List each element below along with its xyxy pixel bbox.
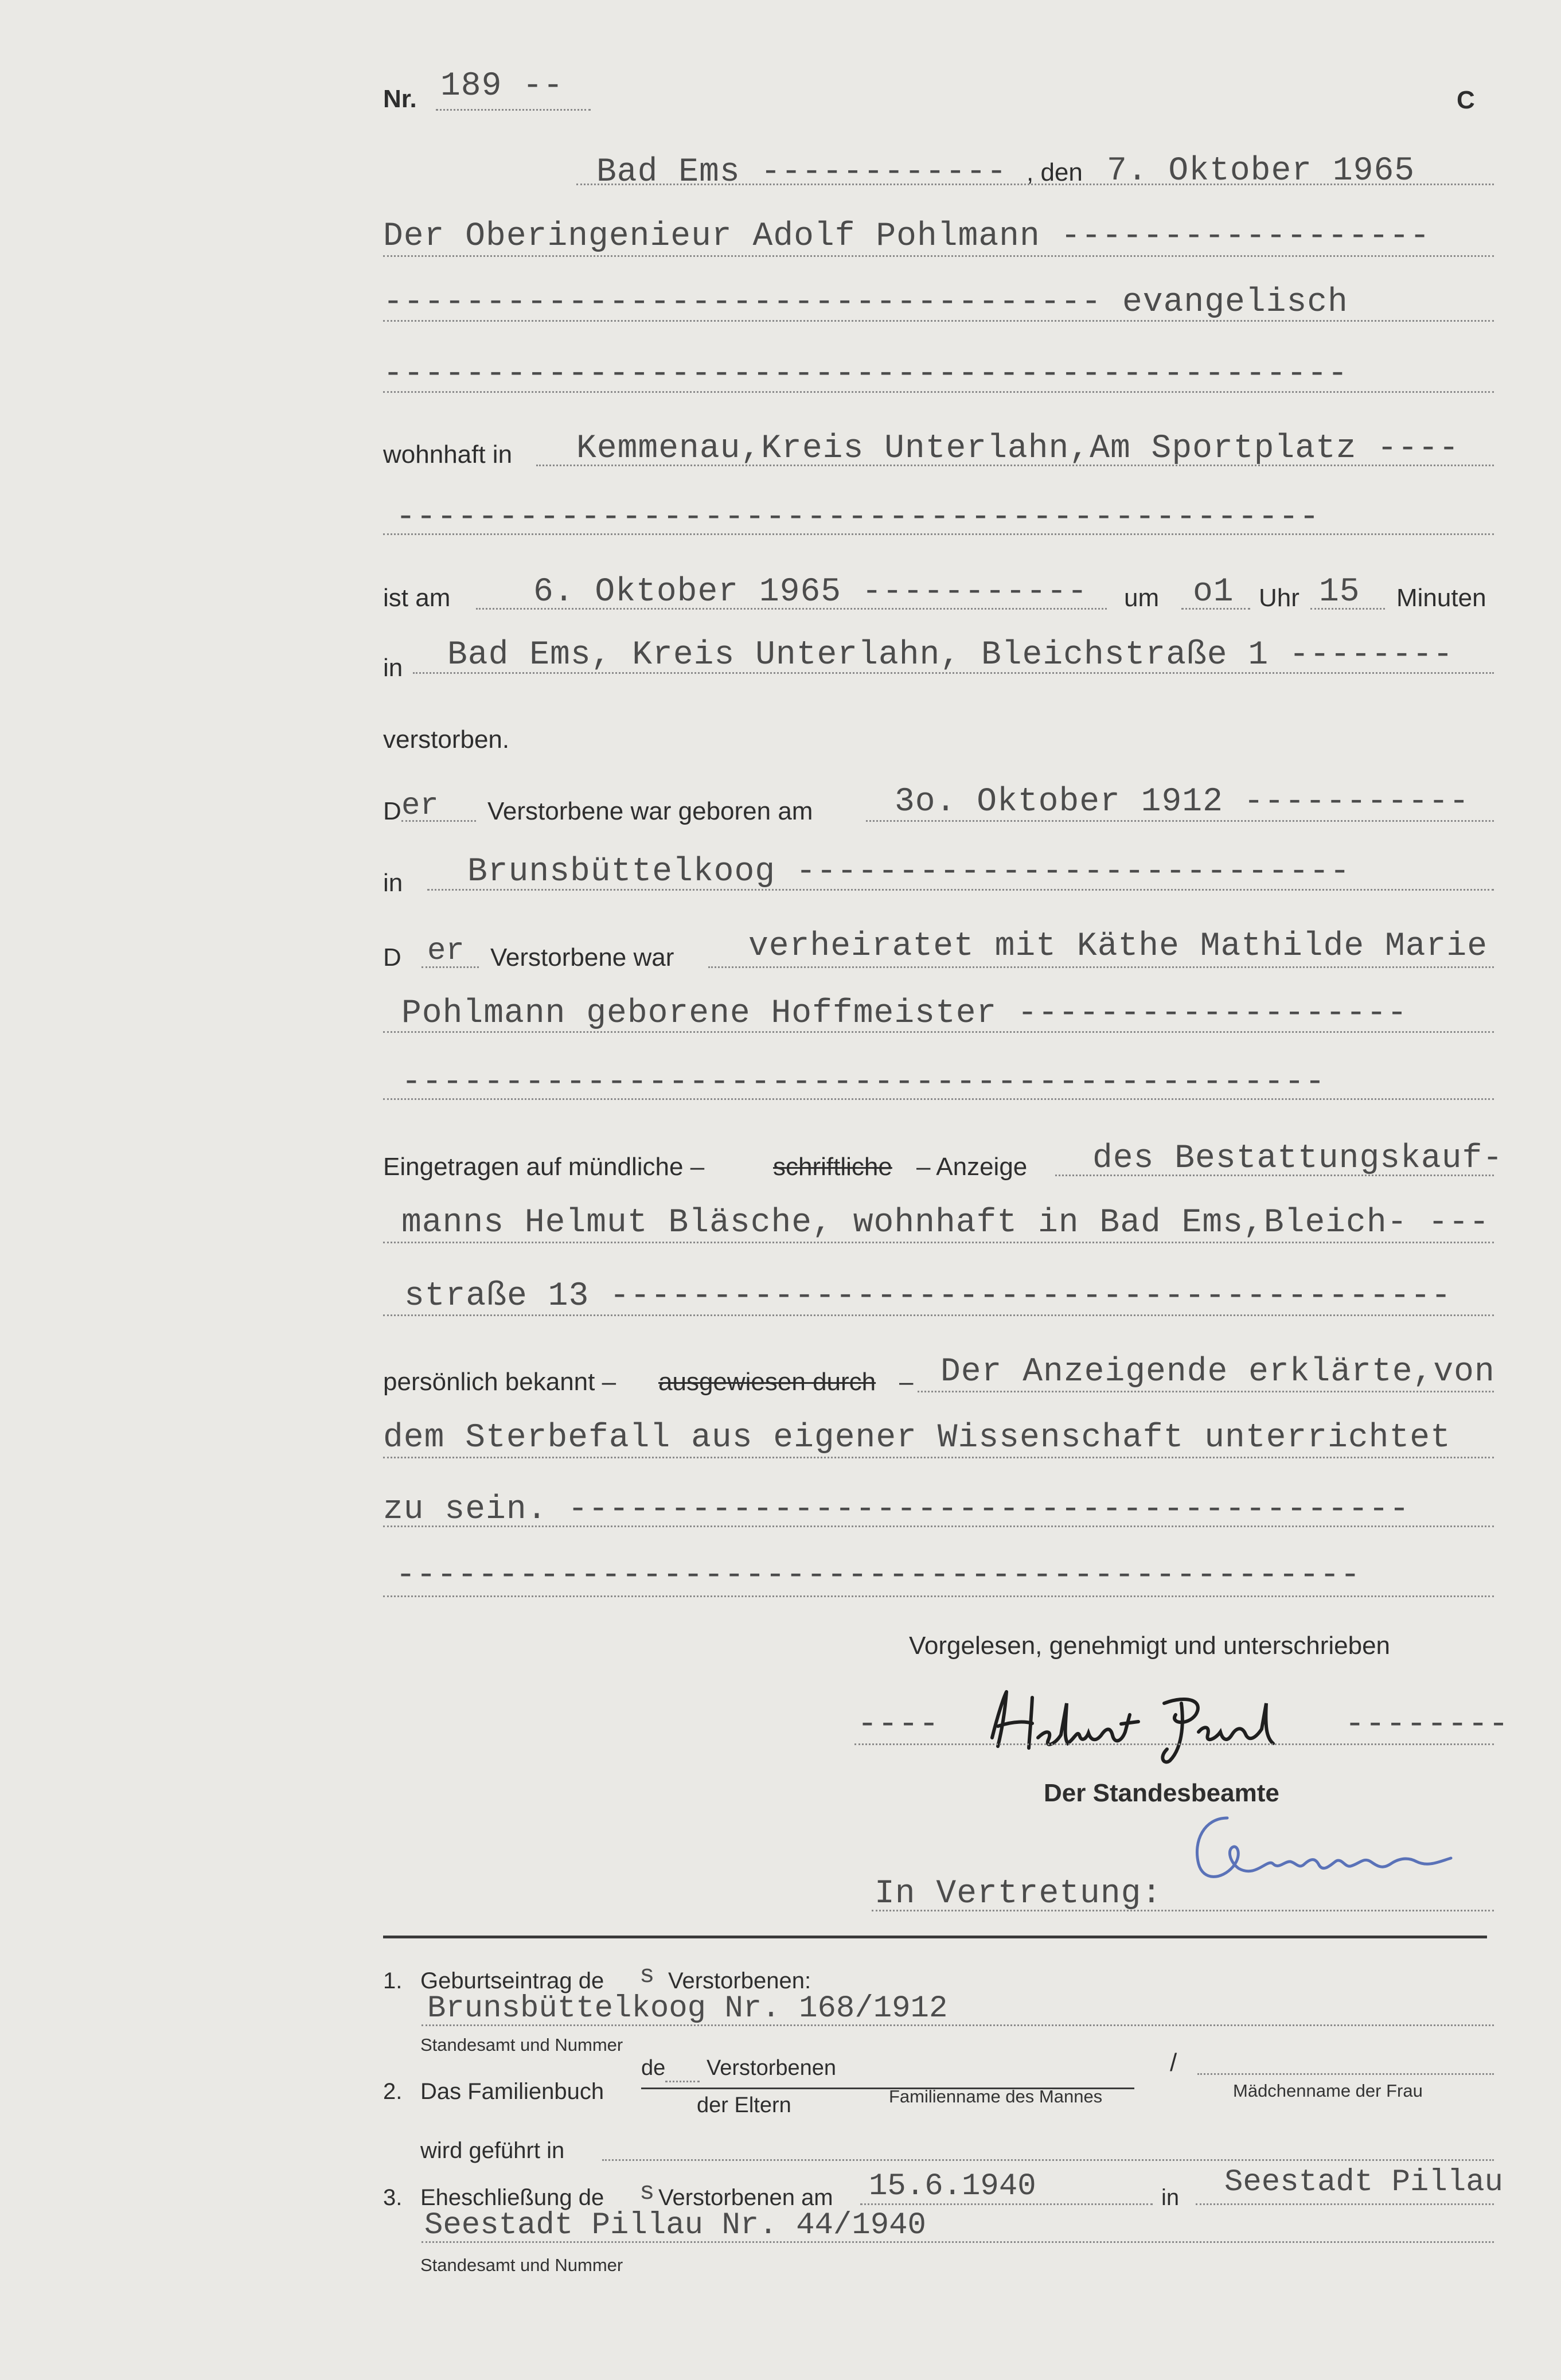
footer-item1-number: 1. (383, 1968, 403, 1993)
residence-dotline-1 (536, 465, 1494, 466)
footer-item2-number: 2. (383, 2079, 403, 2104)
birth-in-label: in (383, 869, 403, 897)
hour-value: o1 (1193, 573, 1234, 611)
footer-item2-slash: / (1170, 2049, 1177, 2077)
death-date-dotline (476, 608, 1107, 610)
hour-dotline (1181, 608, 1250, 610)
identity-dotline-4 (383, 1595, 1494, 1597)
identity-label-start: persönlich bekannt – (383, 1368, 616, 1396)
marital-label: Verstorbene war (490, 943, 674, 971)
footer-item1-label-end: Verstorbenen: (668, 1968, 811, 1993)
footer-item3-date: 15.6.1940 (869, 2169, 1036, 2204)
birth-der-typed: er (401, 789, 439, 824)
birth-label: Verstorbene war geboren am (487, 797, 813, 825)
marital-dotline-2 (383, 1031, 1494, 1033)
footer-item2-option-bottom: der Eltern (697, 2093, 791, 2117)
registration-label-start: Eingetragen auf mündliche – (383, 1153, 705, 1181)
residence-dotline-2 (383, 533, 1494, 535)
footer-item3-label: Eheschließung de (420, 2185, 604, 2210)
uhr-label: Uhr (1259, 584, 1299, 612)
minuten-label: Minuten (1396, 584, 1486, 612)
footer-item3-dotline (422, 2241, 1494, 2243)
signature-dashes-right: -------- (1345, 1706, 1509, 1743)
person-line-3: ----------------------------------------------- (383, 356, 1348, 393)
identity-value-4: ----------------------------------------------- (396, 1557, 1361, 1594)
person-dotline-1 (383, 255, 1494, 257)
person-line-2: ----------------------------------- evangelisch (383, 284, 1348, 321)
footer-item3-sub: Standesamt und Nummer (420, 2255, 623, 2275)
footer-item3-suffix: s (639, 2178, 655, 2207)
death-place-dotline (413, 672, 1494, 674)
footer-item2-option-top-end: Verstorbenen (707, 2056, 837, 2080)
registration-dotline-3 (383, 1314, 1494, 1316)
place-value: Bad Ems ------------ (596, 154, 1008, 191)
residence-label: wohnhaft in (383, 440, 513, 469)
footer-separator (383, 1936, 1487, 1938)
registration-dotline-2 (383, 1242, 1494, 1243)
registrar-label: Der Standesbeamte (1044, 1779, 1279, 1807)
signature-dashes-left: ---- (857, 1706, 940, 1743)
footer-item2-de-dotline (665, 2081, 700, 2082)
birth-date-value: 3o. Oktober 1912 ----------- (895, 783, 1470, 821)
residence-value-1: Kemmenau,Kreis Unterlahn,Am Sportplatz ---- (576, 430, 1459, 467)
date-dotline (576, 184, 1494, 185)
registrar-signature (1181, 1807, 1480, 1904)
registration-value-1: des Bestattungskauf- (1092, 1140, 1504, 1177)
footer-item1-label: Geburtseintrag de (420, 1968, 604, 1993)
nr-value: 189 -- (440, 68, 564, 105)
person-dotline-3 (383, 391, 1494, 393)
marital-der-dotline (422, 966, 479, 968)
marital-dotline-1 (708, 966, 1494, 968)
deputy-dotline (872, 1910, 1494, 1911)
footer-item1-suffix: s (639, 1961, 655, 1990)
death-date-value: 6. Oktober 1965 ----------- (533, 573, 1088, 611)
identity-label-end: – (899, 1368, 914, 1396)
marital-der-typed: er (427, 934, 465, 969)
identity-dotline-3 (383, 1525, 1494, 1527)
footer-item1-value: Brunsbüttelkoog Nr. 168/1912 (427, 1991, 948, 2026)
registration-dotline-1 (1055, 1175, 1494, 1176)
identity-value-3: zu sein. ----------------------------------------- (383, 1491, 1410, 1528)
death-place-value: Bad Ems, Kreis Unterlahn, Bleichstraße 1 -------- (447, 637, 1454, 674)
birth-der-dotline (401, 820, 476, 822)
birth-der-prefix: D (383, 797, 401, 825)
minutes-value: 15 (1319, 573, 1360, 611)
marital-value-3: --------------------------------------------- (401, 1064, 1326, 1101)
footer-item1-dotline (422, 2024, 1494, 2026)
marital-value-1: verheiratet mit Käthe Mathilde Marie (748, 928, 1488, 965)
footer-item2-label: Das Familienbuch (420, 2079, 604, 2104)
footer-item3-place: Seestadt Pillau (1224, 2165, 1504, 2200)
footer-item2-wird-dotline (602, 2159, 1494, 2161)
registration-value-3: straße 13 ----------------------------------------- (404, 1278, 1452, 1315)
marital-dotline-3 (383, 1098, 1494, 1100)
footer-item2-wird-label: wird geführt in (420, 2138, 565, 2163)
read-approved-label: Vorgelesen, genehmigt und unterschrieben (909, 1632, 1391, 1660)
footer-item1-sub: Standesamt und Nummer (420, 2035, 623, 2055)
identity-dotline-2 (383, 1457, 1494, 1458)
birth-place-value: Brunsbüttelkoog --------------------------- (467, 853, 1351, 891)
person-line-1: Der Oberingenieur Adolf Pohlmann ------------------ (383, 218, 1431, 255)
informant-signature (975, 1680, 1319, 1766)
identity-dotline-1 (918, 1391, 1494, 1392)
identity-label-struck: ausgewiesen durch (658, 1368, 876, 1396)
marital-value-2: Pohlmann geborene Hoffmeister ------------------- (401, 995, 1408, 1032)
birth-date-dotline (866, 820, 1494, 822)
corner-letter: C (1457, 86, 1475, 114)
footer-item2-right-dotline (1197, 2073, 1494, 2075)
identity-value-2: dem Sterbefall aus eigener Wissenschaft unterrichtet (383, 1419, 1451, 1457)
birth-place-dotline (427, 889, 1494, 891)
footer-item3-place-dotline (1196, 2203, 1494, 2205)
footer-item2-sub-right: Mädchenname der Frau (1233, 2081, 1423, 2101)
registration-value-2: manns Helmut Bläsche, wohnhaft in Bad Ems,Bleich- --- (401, 1204, 1490, 1242)
footer-item3-in-label: in (1161, 2185, 1180, 2210)
death-in-label: in (383, 654, 403, 682)
nr-label: Nr. (383, 85, 417, 113)
footer-item2-sub-left: Familienname des Mannes (889, 2086, 1103, 2106)
footer-item3-date-dotline (860, 2203, 1153, 2205)
registration-label-struck: schriftliche (773, 1153, 892, 1181)
ist-am-label: ist am (383, 584, 451, 612)
verstorben-label: verstorben. (383, 725, 510, 754)
identity-value-1: Der Anzeigende erklärte,von (940, 1353, 1495, 1391)
registration-label-end: – Anzeige (916, 1153, 1028, 1181)
footer-item3-number: 3. (383, 2185, 403, 2210)
minutes-dotline (1310, 608, 1385, 610)
footer-item2-option-top: de (641, 2056, 666, 2080)
residence-value-2: --------------------------------------------- (396, 499, 1320, 536)
person-dotline-2 (383, 320, 1494, 322)
deputy-label: In Vertretung: (875, 1875, 1162, 1913)
marital-der-prefix: D (383, 943, 401, 971)
signature-dotline (854, 1743, 1494, 1745)
date-value: 7. Oktober 1965 (1107, 153, 1415, 190)
footer-item3-label-mid: Verstorbenen am (658, 2185, 833, 2210)
footer-item3-value: Seestadt Pillau Nr. 44/1940 (424, 2208, 926, 2243)
um-label: um (1124, 584, 1160, 612)
den-label: , den (1027, 158, 1083, 186)
nr-dotline (436, 109, 591, 111)
